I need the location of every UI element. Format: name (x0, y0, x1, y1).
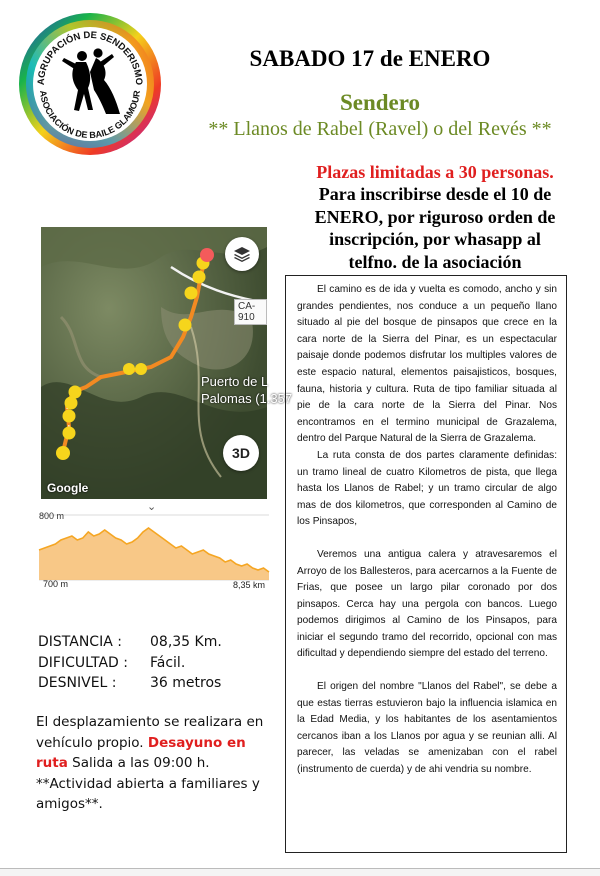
description-paragraph: El origen del nombre "Llanos del Rabel", se debe a que estas tierras estuvieron bajo la influencia islamica en la Edad Media, y los habitantes de los asentamientos cercanos iban a los Llanos por agua y se reunian alli. Al parecer, las veladas se amenizaban con el rabel (instrumento de cuerda) y de ahi vendria su nombre. (297, 681, 557, 776)
route-description (285, 275, 567, 853)
stat-value: Fácil. (150, 654, 186, 671)
elevation-min-label: 700 m (43, 579, 69, 589)
association-logo (16, 10, 164, 158)
chevron-down-icon[interactable]: ⌄ (147, 501, 157, 513)
registration-info (270, 183, 600, 273)
stat-value: 36 metros (150, 675, 222, 691)
event-date: SABADO 17 de ENERO (249, 46, 491, 71)
stat-label: DIFICULTAD : (38, 654, 128, 671)
place-label-line: Palomas (1.357 (201, 391, 293, 406)
3d-view-button[interactable]: 3D (223, 435, 259, 471)
map-attribution: Google (47, 481, 89, 495)
stat-elevation-gain (38, 673, 222, 694)
travel-text: El desplazamiento se realizara en vehículo propio. (36, 714, 264, 751)
logo-emblem (16, 10, 164, 158)
place-label-line: Puerto de L (201, 374, 269, 389)
elevation-distance-label: 8,35 km (233, 580, 266, 590)
registration-line: inscripción, por whasapp al (329, 229, 541, 249)
stat-label: DISTANCIA : (38, 634, 122, 650)
logo-bottom-text: ASOCIACIÓN DE BAILE GLAMOUR (37, 89, 143, 141)
logo-top-text: AGRUPACIÓN DE SENDERISMO (35, 29, 145, 86)
route-name: ** Llanos de Rabel (Ravel) o del Revés ** (208, 118, 552, 140)
travel-text: Salida a las 09:00 h. **Actividad abierta a familiares y amigos**. (36, 755, 260, 812)
description-paragraph: Veremos una antigua calera y atravesaremos el Arroyo de los Ballesteros, para acercarnos a la Fuente de Frias, que posee un largo pilar coronado por dos pinsapos. Cerca hay una pergola con bancos. Luego podemos dirigimos al Camino de los Pinsapos, para iniciar el segundo tramo del recorrido, opcional con mas dificultad y dependiendo siempre del estado del terreno. (297, 548, 557, 660)
layers-icon (233, 245, 251, 263)
description-paragraph: La ruta consta de dos partes claramente definidas: un tramo lineal de cuatro Kilometros de pista, que llega hasta los Llanos de Rabel; y un tramo circular de algo mas de dos kilometros, que corresponden al Camino de los Pinsapos, (297, 449, 557, 528)
registration-line: Para inscribirse desde el 10 de (318, 184, 552, 204)
description-paragraph: El camino es de ida y vuelta es comodo, ancho y sin grandes pendientes, nos conduce a un pequeño llano situado al pie del bosque de pinsapos que crece en la cara norte de la Sierra del Pinar, es un espectacular paisaje donde podemos disfrutar los multiples valores de este espacio natural, elementos paisajisticos, bosques, fauna, historia y cultura. Ruta de tipo familiar situada al pie de la cara norte de la Sierra del Pinar. Nos encontramos en el termino municipal de Grazalema, dentro del Parque Natural de la Sierra de Grazalema. (297, 284, 557, 445)
travel-info (36, 712, 278, 815)
layers-button[interactable] (225, 237, 259, 271)
stat-distance (38, 632, 222, 653)
stat-difficulty (38, 653, 222, 674)
page-bottom-edge (0, 868, 600, 876)
registration-line: ENERO, por riguroso orden de (314, 206, 556, 227)
elevation-max-label: 800 m (39, 511, 65, 521)
route-stats (38, 632, 222, 694)
stat-value: 08,35 Km. (150, 634, 222, 650)
registration-line: telfno. de la asociación (348, 251, 522, 272)
limited-places: Plazas limitadas a 30 personas. (316, 162, 554, 182)
breakfast-highlight: Desayuno en ruta (36, 734, 246, 771)
place-label (201, 373, 292, 407)
road-label: CA-910 (234, 299, 267, 325)
route-map[interactable] (41, 227, 293, 499)
route-label: Sendero (339, 90, 421, 115)
stat-label: DESNIVEL : (38, 675, 117, 691)
